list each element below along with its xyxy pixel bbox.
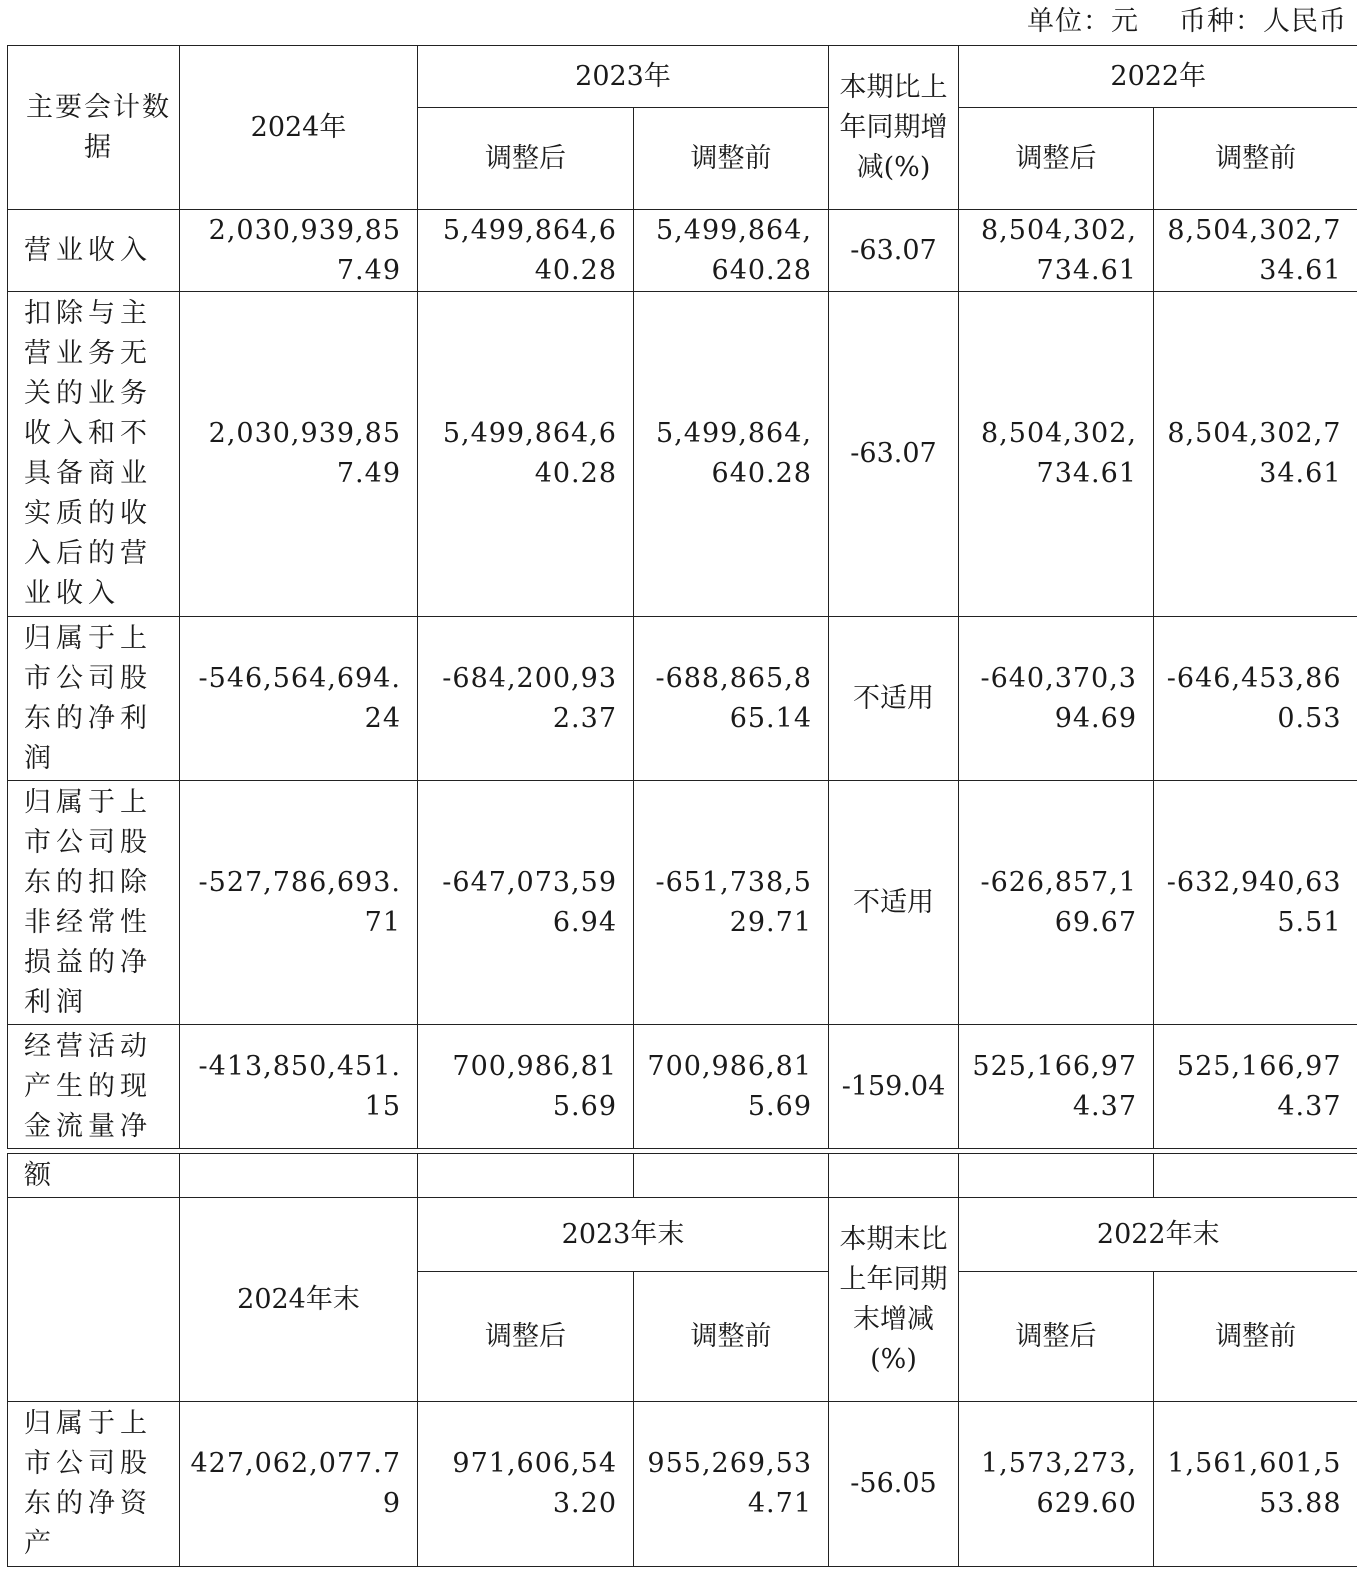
header-main-accounting-data: 主要会计数据	[8, 46, 180, 210]
empty-cell	[418, 1154, 634, 1198]
value-change: -63.07	[829, 292, 959, 617]
row-label: 营业收入	[8, 210, 180, 292]
header-2022-adjusted-before: 调整前	[1154, 108, 1357, 210]
value-2023-before: -651,738,529.71	[634, 781, 829, 1025]
value-2022-after: -626,857,169.67	[959, 781, 1154, 1025]
currency-label: 币种：人民币	[1179, 6, 1347, 37]
empty-cell	[180, 1154, 418, 1198]
value-2022-after: -640,370,394.69	[959, 617, 1154, 781]
value-2022-before: 525,166,974.37	[1154, 1025, 1357, 1149]
value-2024-end: 427,062,077.79	[180, 1402, 418, 1567]
header-2024: 2024年	[180, 46, 418, 210]
header-2023-end: 2023年末	[418, 1198, 829, 1272]
header-2022-adjusted-before: 调整前	[1154, 1272, 1357, 1402]
value-2023-after: -647,073,596.94	[418, 781, 634, 1025]
value-2023-before: 955,269,534.71	[634, 1402, 829, 1567]
table-row	[8, 781, 1357, 1025]
header-2023-adjusted-before: 调整前	[634, 108, 829, 210]
header-2022-end: 2022年末	[959, 1198, 1357, 1272]
value-2022-before: 8,504,302,734.61	[1154, 292, 1357, 617]
value-2023-before: 5,499,864,640.28	[634, 210, 829, 292]
value-2022-after: 1,573,273,629.60	[959, 1402, 1154, 1567]
value-2024: 2,030,939,857.49	[180, 210, 418, 292]
value-change: 不适用	[829, 781, 959, 1025]
empty-cell	[829, 1154, 959, 1198]
value-2022-after: 8,504,302,734.61	[959, 210, 1154, 292]
value-2023-after: 5,499,864,640.28	[418, 292, 634, 617]
value-2023-before: -688,865,865.14	[634, 617, 829, 781]
value-2023-after: -684,200,932.37	[418, 617, 634, 781]
header-yoy-change: 本期比上年同期增减(%)	[829, 46, 959, 210]
header-2022-adjusted-after: 调整后	[959, 108, 1154, 210]
table-row	[8, 1402, 1357, 1567]
continuation-row	[8, 1154, 1357, 1198]
value-2023-after: 5,499,864,640.28	[418, 210, 634, 292]
row-label: 归属于上市公司股东的扣除非经常性损益的净利润	[8, 781, 180, 1025]
header-2022: 2022年	[959, 46, 1357, 108]
empty-cell	[634, 1154, 829, 1198]
table-row	[8, 292, 1357, 617]
value-change: -63.07	[829, 210, 959, 292]
header-2023-adjusted-before: 调整前	[634, 1272, 829, 1402]
value-2024: -527,786,693.71	[180, 781, 418, 1025]
table-row	[8, 617, 1357, 781]
value-change: -56.05	[829, 1402, 959, 1567]
value-2024: 2,030,939,857.49	[180, 292, 418, 617]
value-2024: -413,850,451.15	[180, 1025, 418, 1149]
value-change: 不适用	[829, 617, 959, 781]
table-row	[8, 210, 1357, 292]
header-yoy-change-end: 本期末比上年同期末增减(%)	[829, 1198, 959, 1402]
header-2023: 2023年	[418, 46, 829, 108]
value-2022-after: 525,166,974.37	[959, 1025, 1154, 1149]
header-2022-adjusted-after: 调整后	[959, 1272, 1154, 1402]
row-label: 经营活动产生的现金流量净	[8, 1025, 180, 1149]
value-2023-after: 971,606,543.20	[418, 1402, 634, 1567]
value-2023-before: 5,499,864,640.28	[634, 292, 829, 617]
header-2023-adjusted-after: 调整后	[418, 1272, 634, 1402]
table-row	[8, 1025, 1357, 1149]
row-label: 归属于上市公司股东的净利润	[8, 617, 180, 781]
header-2024-end: 2024年末	[180, 1198, 418, 1402]
row-label: 归属于上市公司股东的净资产	[8, 1402, 180, 1567]
main-accounting-data-table	[7, 45, 1357, 1149]
header-empty-label	[8, 1198, 180, 1402]
row-label: 扣除与主营业务无关的业务收入和不具备商业实质的收入后的营业收入	[8, 292, 180, 617]
value-2023-after: 700,986,815.69	[418, 1025, 634, 1149]
value-2022-before: 8,504,302,734.61	[1154, 210, 1357, 292]
empty-cell	[1154, 1154, 1357, 1198]
value-2022-before: -646,453,860.53	[1154, 617, 1357, 781]
header-2023-adjusted-after: 调整后	[418, 108, 634, 210]
value-2022-before: 1,561,601,553.88	[1154, 1402, 1357, 1567]
value-2023-before: 700,986,815.69	[634, 1025, 829, 1149]
empty-cell	[959, 1154, 1154, 1198]
value-2022-after: 8,504,302,734.61	[959, 292, 1154, 617]
unit-label: 单位：元	[1027, 6, 1139, 37]
continuation-label: 额	[8, 1154, 180, 1198]
unit-line	[1027, 4, 1347, 40]
value-change: -159.04	[829, 1025, 959, 1149]
balance-data-table	[7, 1153, 1357, 1567]
value-2024: -546,564,694.24	[180, 617, 418, 781]
value-2022-before: -632,940,635.51	[1154, 781, 1357, 1025]
